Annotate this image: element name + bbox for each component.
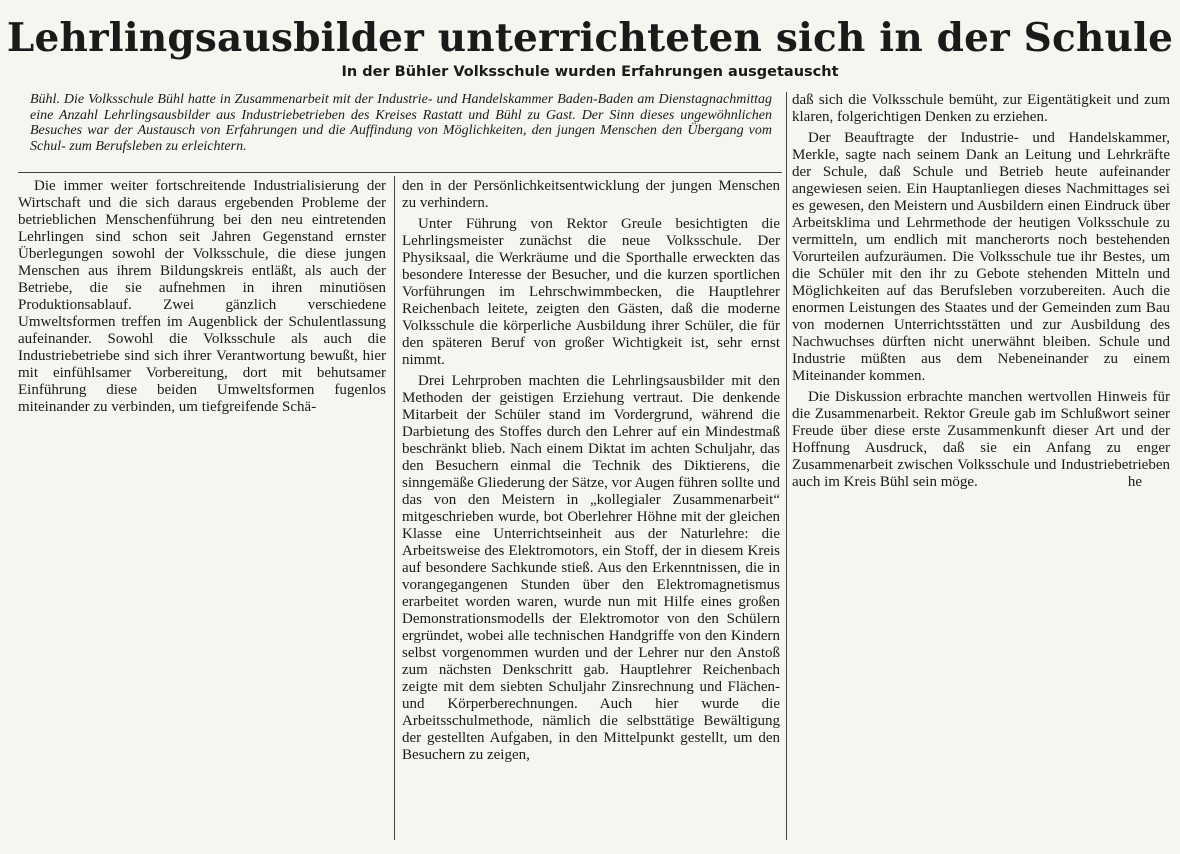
- article-headline: Lehrlingsausbilder unterrichteten sich in der Schule: [6, 15, 1174, 61]
- article-lede: Bühl. Die Volksschule Bühl hatte in Zusammenarbeit mit der Industrie- und Handelskammer Baden-Baden am Dienstagnachmittag eine Anzahl Lehrlingsausbilder aus Industriebetrieben des Kreises Rastatt und Bühl zu Gast. Der Sinn dieses ungewöhnlichen Besuches war der Austausch von Erfahrungen und die Auffindung von Möglichkeiten, den jungen Menschen den Übergang vom Schul- zum Berufsleben zu erleichtern.: [30, 92, 772, 154]
- article-column-2: [402, 178, 780, 764]
- closing-paragraph-text: Die Diskussion erbrachte manchen wertvollen Hinweis für die Zusammenarbeit. Rektor Greule gab im Schlußwort seiner Freude über diese erste Zusammenkunft dieser Art und der Hoffnung Ausdruck, daß sie ein Anfang zu enger Zusammenarbeit zwischen Volksschule und Industriebetrieben auch im Kreis Bühl sein möge.: [792, 389, 1170, 490]
- body-paragraph: Drei Lehrproben machten die Lehrlingsausbilder mit den Methoden der geistigen Erziehung vertraut. Die denkende Mitarbeit der Schüler stand im Vordergrund, während die Darbietung des Stoffes durch den Lehrer auf ein Mindestmaß beschränkt blieb. Nach einem Diktat im achten Schuljahr, das den Besuchern einmal die Technik des Diktierens, die sinngemäße Gliederung der Sätze, vor Augen führen sollte und das von den Meistern in „kollegialer Zusammenarbeit“ mitgeschrieben wurde, bot Oberlehrer Höhne mit der gleichen Klasse eine Unterrichtseinheit aus der Naturlehre: die Arbeitsweise des Elektromotors, ein Stoff, der in diesem Kreis auf besondere Sachkunde stieß. Aus den Erkenntnissen, die in vorangegangenen Stunden über den Elektromagnetismus erarbeitet worden waren, wurde nun mit Hilfe eines großen Demonstrationsmodells der Elektromotor von den Schülern ergründet, wobei alle technischen Handgriffe von den Kindern selbst vorgenommen wurden und der Lehrer nur den Anstoß zum nächsten Denkschritt gab. Hauptlehrer Reichenbach zeigte mit dem siebten Schuljahr Zinsrechnung und Flächen- und Körperberechnungen. Auch hier wurde die Arbeitsschulmethode, nämlich die selbsttätige Bewältigung der gestellten Aufgaben, in den Mittelpunkt gestellt, um den Besuchern zu zeigen,: [402, 373, 780, 763]
- article-column-1: [18, 178, 386, 416]
- body-paragraph: Unter Führung von Rektor Greule besichtigten die Lehrlingsmeister zunächst die neue Volksschule. Der Physiksaal, die Werkräume und die Sporthalle erweckten das besondere Interesse der Besucher, und die kurzen sportlichen Vorführungen im Lehrschwimmbecken, die Hauptlehrer Reichenbach leitete, zeigten den Gästen, daß die moderne Volksschule die körperliche Ausbildung ihrer Schüler, die für den späteren Beruf von großer Wichtigkeit ist, sehr ernst nimmt.: [402, 216, 780, 368]
- body-paragraph: Der Beauftragte der Industrie- und Handelskammer, Merkle, sagte nach seinem Dank an Leitung und Lehrkräfte der Schule, daß Schule und Betrieb heute aufeinander angewiesen seien. Ein Hauptanliegen dieses Nachmittages sei es gewesen, den Meistern und Ausbildern einen Eindruck über Arbeitsklima und Lehrmethode der heutigen Volksschule zu vermitteln, um endlich mit mancherorts noch bestehenden Vorurteilen aufzuräumen. Die Volksschule tue ihr Bestes, um die Schüler mit den ihr zu Gebote stehenden Mitteln und Möglichkeiten auf das Berufsleben vorzubereiten. Auch die enormen Leistungen des Staates und der Gemeinden zum Bau von modernen Unterrichtsstätten und zur Ausbildung des Nachwuchses dürften nicht unerwähnt bleiben. Schule und Industrie müßten aus dem Nebeneinander zu einem Miteinander kommen.: [792, 130, 1170, 384]
- body-paragraph: Die immer weiter fortschreitende Industrialisierung der Wirtschaft und die sich daraus ergebenden Probleme der betrieblichen Menschenführung bei den neu eintretenden Lehrlingen sind schon seit Jahren Gegenstand ernster Überlegungen sowohl der Volksschule, die diese jungen Menschen aus ihrem Bildungskreis entläßt, als auch der Betriebe, die sie aufnehmen in ihren minutiösen Produktionsablauf. Zwei gänzlich verschiedene Umweltsformen treffen im Augenblick der Schulentlassung aufeinander. Sowohl die Volksschule als auch die Industriebetriebe sind sich ihrer Verantwortung bewußt, hier mit einfühlsamer Vorbereitung, dort mit behutsamer Einführung diese beiden Umweltsformen fugenlos miteinander zu verbinden, um tiefgreifende Schä-: [18, 178, 386, 415]
- column-divider-right: [786, 92, 787, 840]
- body-paragraph: [792, 389, 1170, 491]
- article-subheadline: In der Bühler Volksschule wurden Erfahrungen ausgetauscht: [341, 64, 839, 80]
- author-signature: he: [1127, 474, 1142, 490]
- body-paragraph: den in der Persönlichkeitsentwicklung der jungen Menschen zu verhindern.: [402, 178, 780, 211]
- column-divider-left: [394, 176, 395, 840]
- body-paragraph: daß sich die Volksschule bemüht, zur Eigentätigkeit und zum klaren, folgerichtigen Denken zu erziehen.: [792, 92, 1170, 125]
- lede-divider: [18, 172, 782, 173]
- article-column-3: [792, 92, 1170, 491]
